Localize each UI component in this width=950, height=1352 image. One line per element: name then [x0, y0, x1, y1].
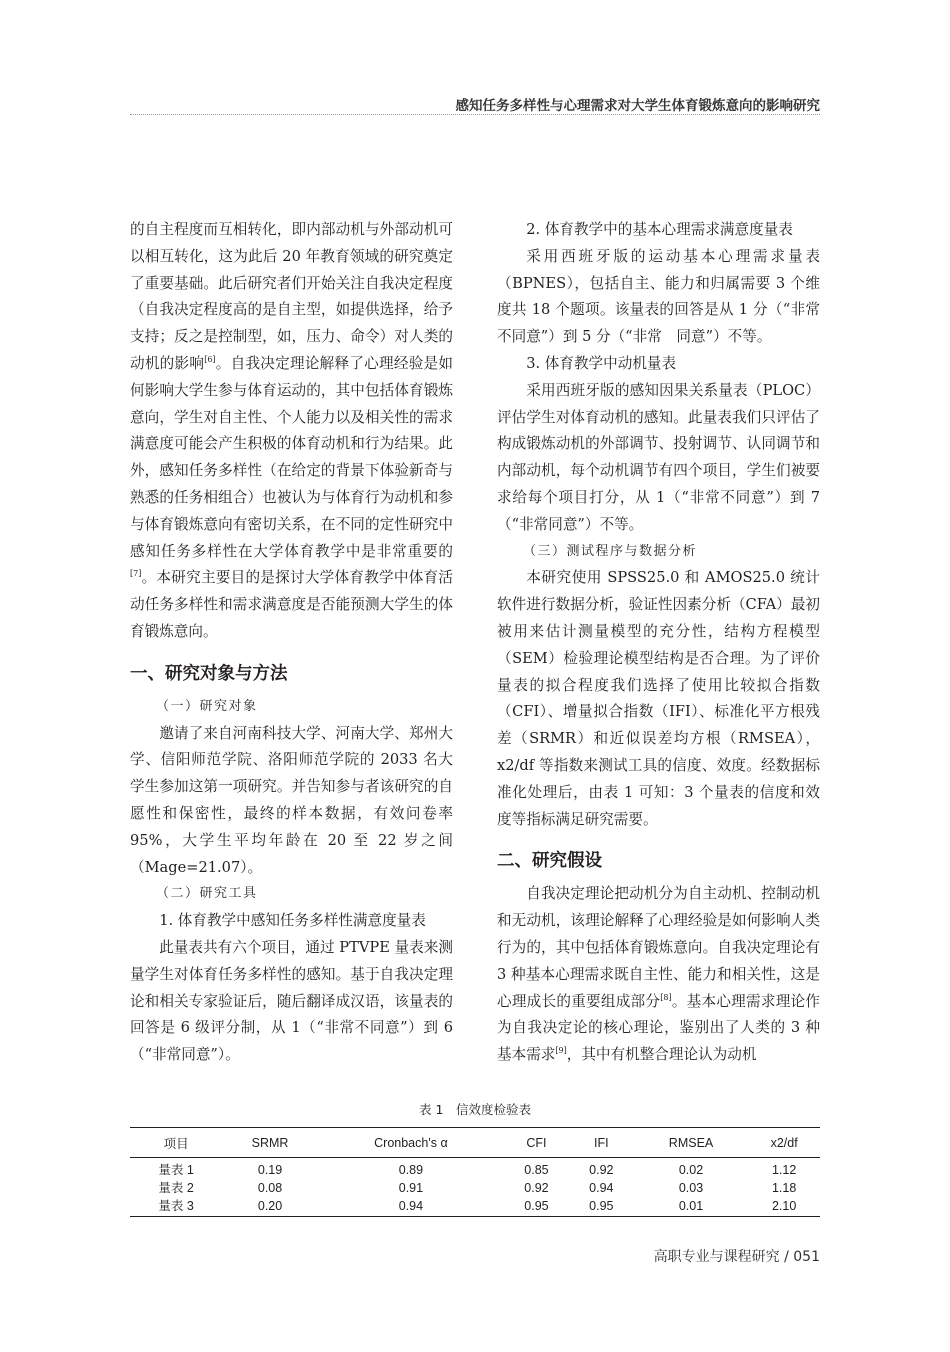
reliability-validity-table	[130, 1127, 820, 1217]
column-header: Cronbach's α	[374, 1135, 448, 1150]
table-cell: 0.03	[678, 1181, 704, 1195]
paragraph: 采用西班牙版的感知因果关系量表（PLOC）评估学生对体育动机的感知。此量表我们只评估了构成锻炼动机的外部调节、投射调节、认同调节和内部动机，每个动机调节有四个项目，学生们被要求给每个项目打分，从 1（“非常不同意”）到 7（“非常同意”）不等。	[497, 381, 820, 533]
column-header: IFI	[594, 1135, 609, 1150]
table-cell: 0.01	[678, 1199, 704, 1213]
paragraph-text: ，其中有机整合理论认为动机	[566, 1046, 757, 1064]
table-cell: 0.91	[398, 1181, 424, 1195]
table-cell: 1.18	[771, 1181, 797, 1195]
column-header: RMSEA	[668, 1135, 714, 1150]
paragraph-text: 。基本心理需求理论作为自我决定论的核心理论，鉴别出了人类的 3 种基本需求	[497, 992, 820, 1064]
table-cell: 量表 3	[158, 1199, 194, 1213]
subsection-heading: （三）测试程序与数据分析	[523, 543, 698, 559]
table-cell: 0.95	[589, 1199, 614, 1213]
table-cell: 1.12	[771, 1163, 797, 1177]
reference-mark: [9]	[555, 1046, 567, 1056]
table-cell: 0.08	[257, 1181, 283, 1195]
paragraph-text: 自我决定理论把动机分为自主动机、控制动机和无动机，该理论解释了心理经验是如何影响人类行为的，其中包括体育锻炼意向。自我决定理论有 3 种基本心理需求既自主性、能力和相关性，这是心理成长的重要组成部分	[497, 885, 820, 1010]
column-header: SRMR	[251, 1135, 289, 1150]
table-cell: 0.20	[257, 1199, 283, 1213]
paragraph: 此量表共有六个项目，通过 PTVPE 量表来测量学生对体育任务多样性的感知。基于自我决定理论和相关专家验证后，随后翻译成汉语，该量表的回答是 6 级评分制，从 1（“非常不同意”）到 6（“非常同意”）。	[130, 938, 453, 1064]
header-divider	[130, 114, 820, 115]
table-cell: 0.02	[678, 1163, 704, 1177]
paragraph: 本研究使用 SPSS25.0 和 AMOS25.0 统计软件进行数据分析，验证性因素分析（CFA）最初被用来估计测量模型的充分性，结构方程模型（SEM）检验理论模型结构是否合理。为了评价量表的拟合程度我们选择了使用比较拟合指数（CFI）、增量拟合指数（IFI）、标准化平方根残差（SRMR）和近似误差均方根（RMSEA），x2/df 等指数来测试工具的信度、效度。经数据标准化处理后，由表 1 可知：3 个量表的信度和效度等指标满足研究需要。	[497, 569, 820, 828]
item-heading: 3. 体育教学中动机量表	[526, 354, 677, 372]
paragraph-text: 。本研究主要目的是探讨大学体育教学中体育活动任务多样性和需求满意度是否能预测大学生的体育锻炼意向。	[130, 569, 453, 640]
paragraph-text: 的自主程度而互相转化，即内部动机与外部动机可以相互转化，这为此后 20 年教育领域的研究奠定了重要基础。此后研究者们开始关注自我决定程度（自我决定程度高的是自主型，如提供选择，给予支持；反之是控制型，如，压力、命令）对人类的动机的影响	[130, 221, 453, 372]
item-heading: 1. 体育教学中感知任务多样性满意度量表	[159, 912, 426, 930]
section-heading: 二、研究假设	[497, 851, 602, 872]
paragraph-text: 。自我决定理论解释了心理经验是如何影响大学生参与体育运动的，其中包括体育锻炼意向，学生对自主性、个人能力以及相关性的需求满意度可能会产生积极的体育动机和行为结果。此外，感知任务多样性（在给定的背景下体验新奇与熟悉的任务相组合）也被认为与体育行为动机和参与体育锻炼意向有密切关系，在不同的定性研究中感知任务多样性在大学体育教学中是非常重要的	[130, 354, 453, 560]
page-footer: 高职专业与课程研究 / 051	[653, 1249, 820, 1265]
subsection-heading: （二）研究工具	[156, 886, 258, 902]
table-cell: 0.94	[589, 1181, 614, 1195]
reference-mark: [8]	[660, 992, 672, 1002]
table-cell: 0.94	[398, 1199, 424, 1213]
table-cell: 0.92	[524, 1181, 549, 1195]
subsection-heading: （一）研究对象	[156, 698, 258, 714]
reference-mark: [7]	[130, 569, 142, 579]
column-header: 项目	[163, 1136, 189, 1151]
running-head: 感知任务多样性与心理需求对大学生体育锻炼意向的影响研究	[455, 98, 820, 114]
column-header: CFI	[526, 1135, 547, 1150]
right-column	[497, 217, 820, 1069]
table-cell: 2.10	[771, 1199, 797, 1213]
table-cell: 0.95	[524, 1199, 549, 1213]
paragraph	[497, 881, 820, 1069]
table-cell: 量表 2	[158, 1181, 194, 1195]
table-row	[130, 1197, 820, 1217]
table-row	[130, 1179, 820, 1197]
table-cell: 0.85	[524, 1163, 549, 1177]
table-cell: 0.92	[589, 1163, 614, 1177]
table-cell: 0.19	[257, 1163, 283, 1177]
table-cell: 量表 1	[158, 1163, 194, 1177]
table-cell: 0.89	[398, 1163, 424, 1177]
item-heading: 2. 体育教学中的基本心理需求满意度量表	[526, 221, 793, 238]
reference-mark: [6]	[204, 355, 216, 365]
left-column	[130, 217, 453, 1069]
table-row	[130, 1158, 820, 1180]
table-caption: 表 1 信效度检验表	[419, 1102, 531, 1117]
table-header-row	[130, 1128, 820, 1158]
paragraph: 采用西班牙版的运动基本心理需求量表（BPNES），包括自主、能力和归属需要 3 个维度共 18 个题项。该量表的回答是从 1 分（“非常不同意”）到 5 分（“非常 同意”）不等。	[497, 247, 820, 346]
paragraph	[130, 217, 453, 646]
section-heading: 一、研究对象与方法	[130, 663, 288, 684]
column-header: x2/df	[770, 1135, 798, 1150]
paragraph: 邀请了来自河南科技大学、河南大学、郑州大学、信阳师范学院、洛阳师范学院的 2033 名大学生参加这第一项研究。并告知参与者该研究的自愿性和保密性，最终的样本数据，有效问卷率 95%，大学生平均年龄在 20 至 22 岁之间（Mage=21.07）。	[130, 724, 453, 876]
